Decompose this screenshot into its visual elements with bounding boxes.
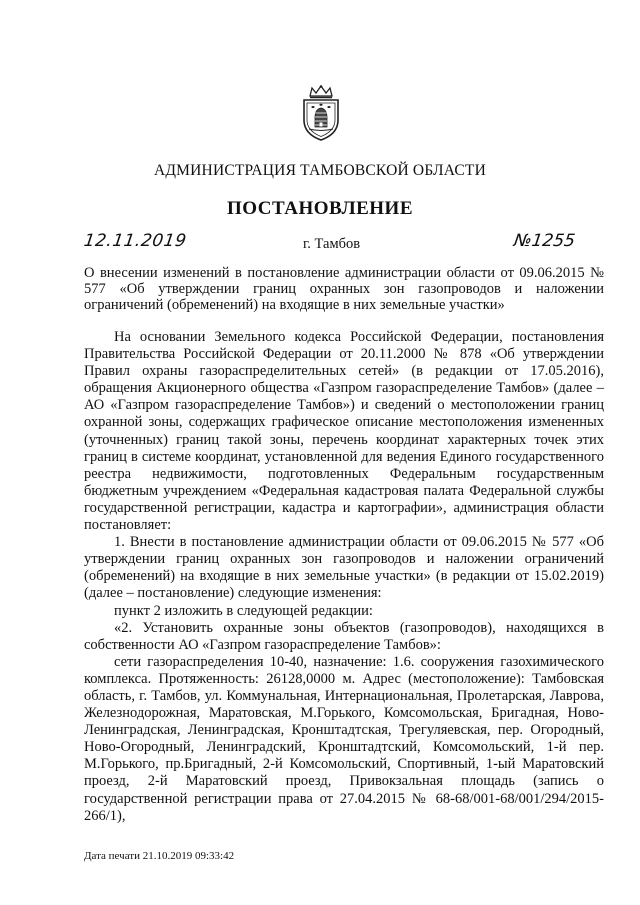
paragraph: На основании Земельного кодекса Российской Федерации, постановления Правительства Российской Федерации от 20.11.2000 № 878 «Об утверждении Правил охраны газораспределительных сетей» (в редакции от 17.05.2016), обращения Акционерного общества «Газпром газораспределение Тамбов» (далее – АО «Газпром газораспределение Тамбов») и сведений о местоположении границ охранной зоны, содержащих графическое описание местоположения измененных (уточненных) границ такой зоны, перечень координат характерных точек этих границ в системе координат, установленной для ведения Единого государственного реестра недвижимости, подготовленных Федеральным государственным бюджетным учреждением «Федеральная кадастровая палата Федеральной службы государственной регистрации, кадастра и картографии», администрация области постановляет:	[84, 329, 604, 534]
paragraph: «2. Установить охранные зоны объектов (газопроводов), находящихся в собственности АО «Газпром газораспределение Тамбов»:	[84, 619, 604, 653]
document-body	[84, 329, 604, 825]
document-subject: О внесении изменений в постановление администрации области от 09.06.2015 № 577 «Об утверждении границ охранных зон газопроводов и наложении ограничений (обременений) на входящие в них земельные участки»	[84, 265, 604, 313]
paragraph: пункт 2 изложить в следующей редакции:	[114, 602, 373, 619]
coat-of-arms-icon	[298, 84, 344, 142]
paragraph: 1. Внести в постановление администрации области от 09.06.2015 № 577 «Об утверждении границ охранных зон газопроводов и наложении ограничений (обременений) на входящие в них земельные участки» (в редакции от 15.02.2019) (далее – постановление) следующие изменения:	[84, 534, 604, 602]
document-type-title: ПОСТАНОВЛЕНИЕ	[226, 198, 414, 219]
city-name: г. Тамбов	[303, 236, 361, 252]
print-date: Дата печати 21.10.2019 09:33:42	[84, 850, 235, 862]
handwritten-date: 12.11.2019	[82, 231, 188, 251]
organization-name: АДМИНИСТРАЦИЯ ТАМБОВСКОЙ ОБЛАСТИ	[154, 162, 486, 179]
handwritten-number: №1255	[512, 231, 577, 251]
paragraph: сети газораспределения 10-40, назначение: 1.6. сооружения газохимического комплекса. Протяженность: 26128,0000 м. Адрес (местоположение): Тамбовская область, г. Тамбов, ул. Коммунальная, Интернациональная, Пролетарская, Лаврова, Железнодорожная, Маратовская, М.Горького, Комсомольская, Бригадная, Ново-Ленинградская, Ленинградская, Кронштадтская, Трегуляевская, пер. Огородный, Ново-Огородный, Ленинградский, Кронштадтский, Комсомольский, 1-й пер. М.Горького, пр.Бригадный, 2-й Комсомольский, Спортивный, 1-ый Маратовский проезд, 2-й Маратовский проезд, Привокзальная площадь (запись о государственной регистрации права от 27.04.2015 № 68-68/001-68/001/294/2015-266/1),	[84, 653, 604, 824]
